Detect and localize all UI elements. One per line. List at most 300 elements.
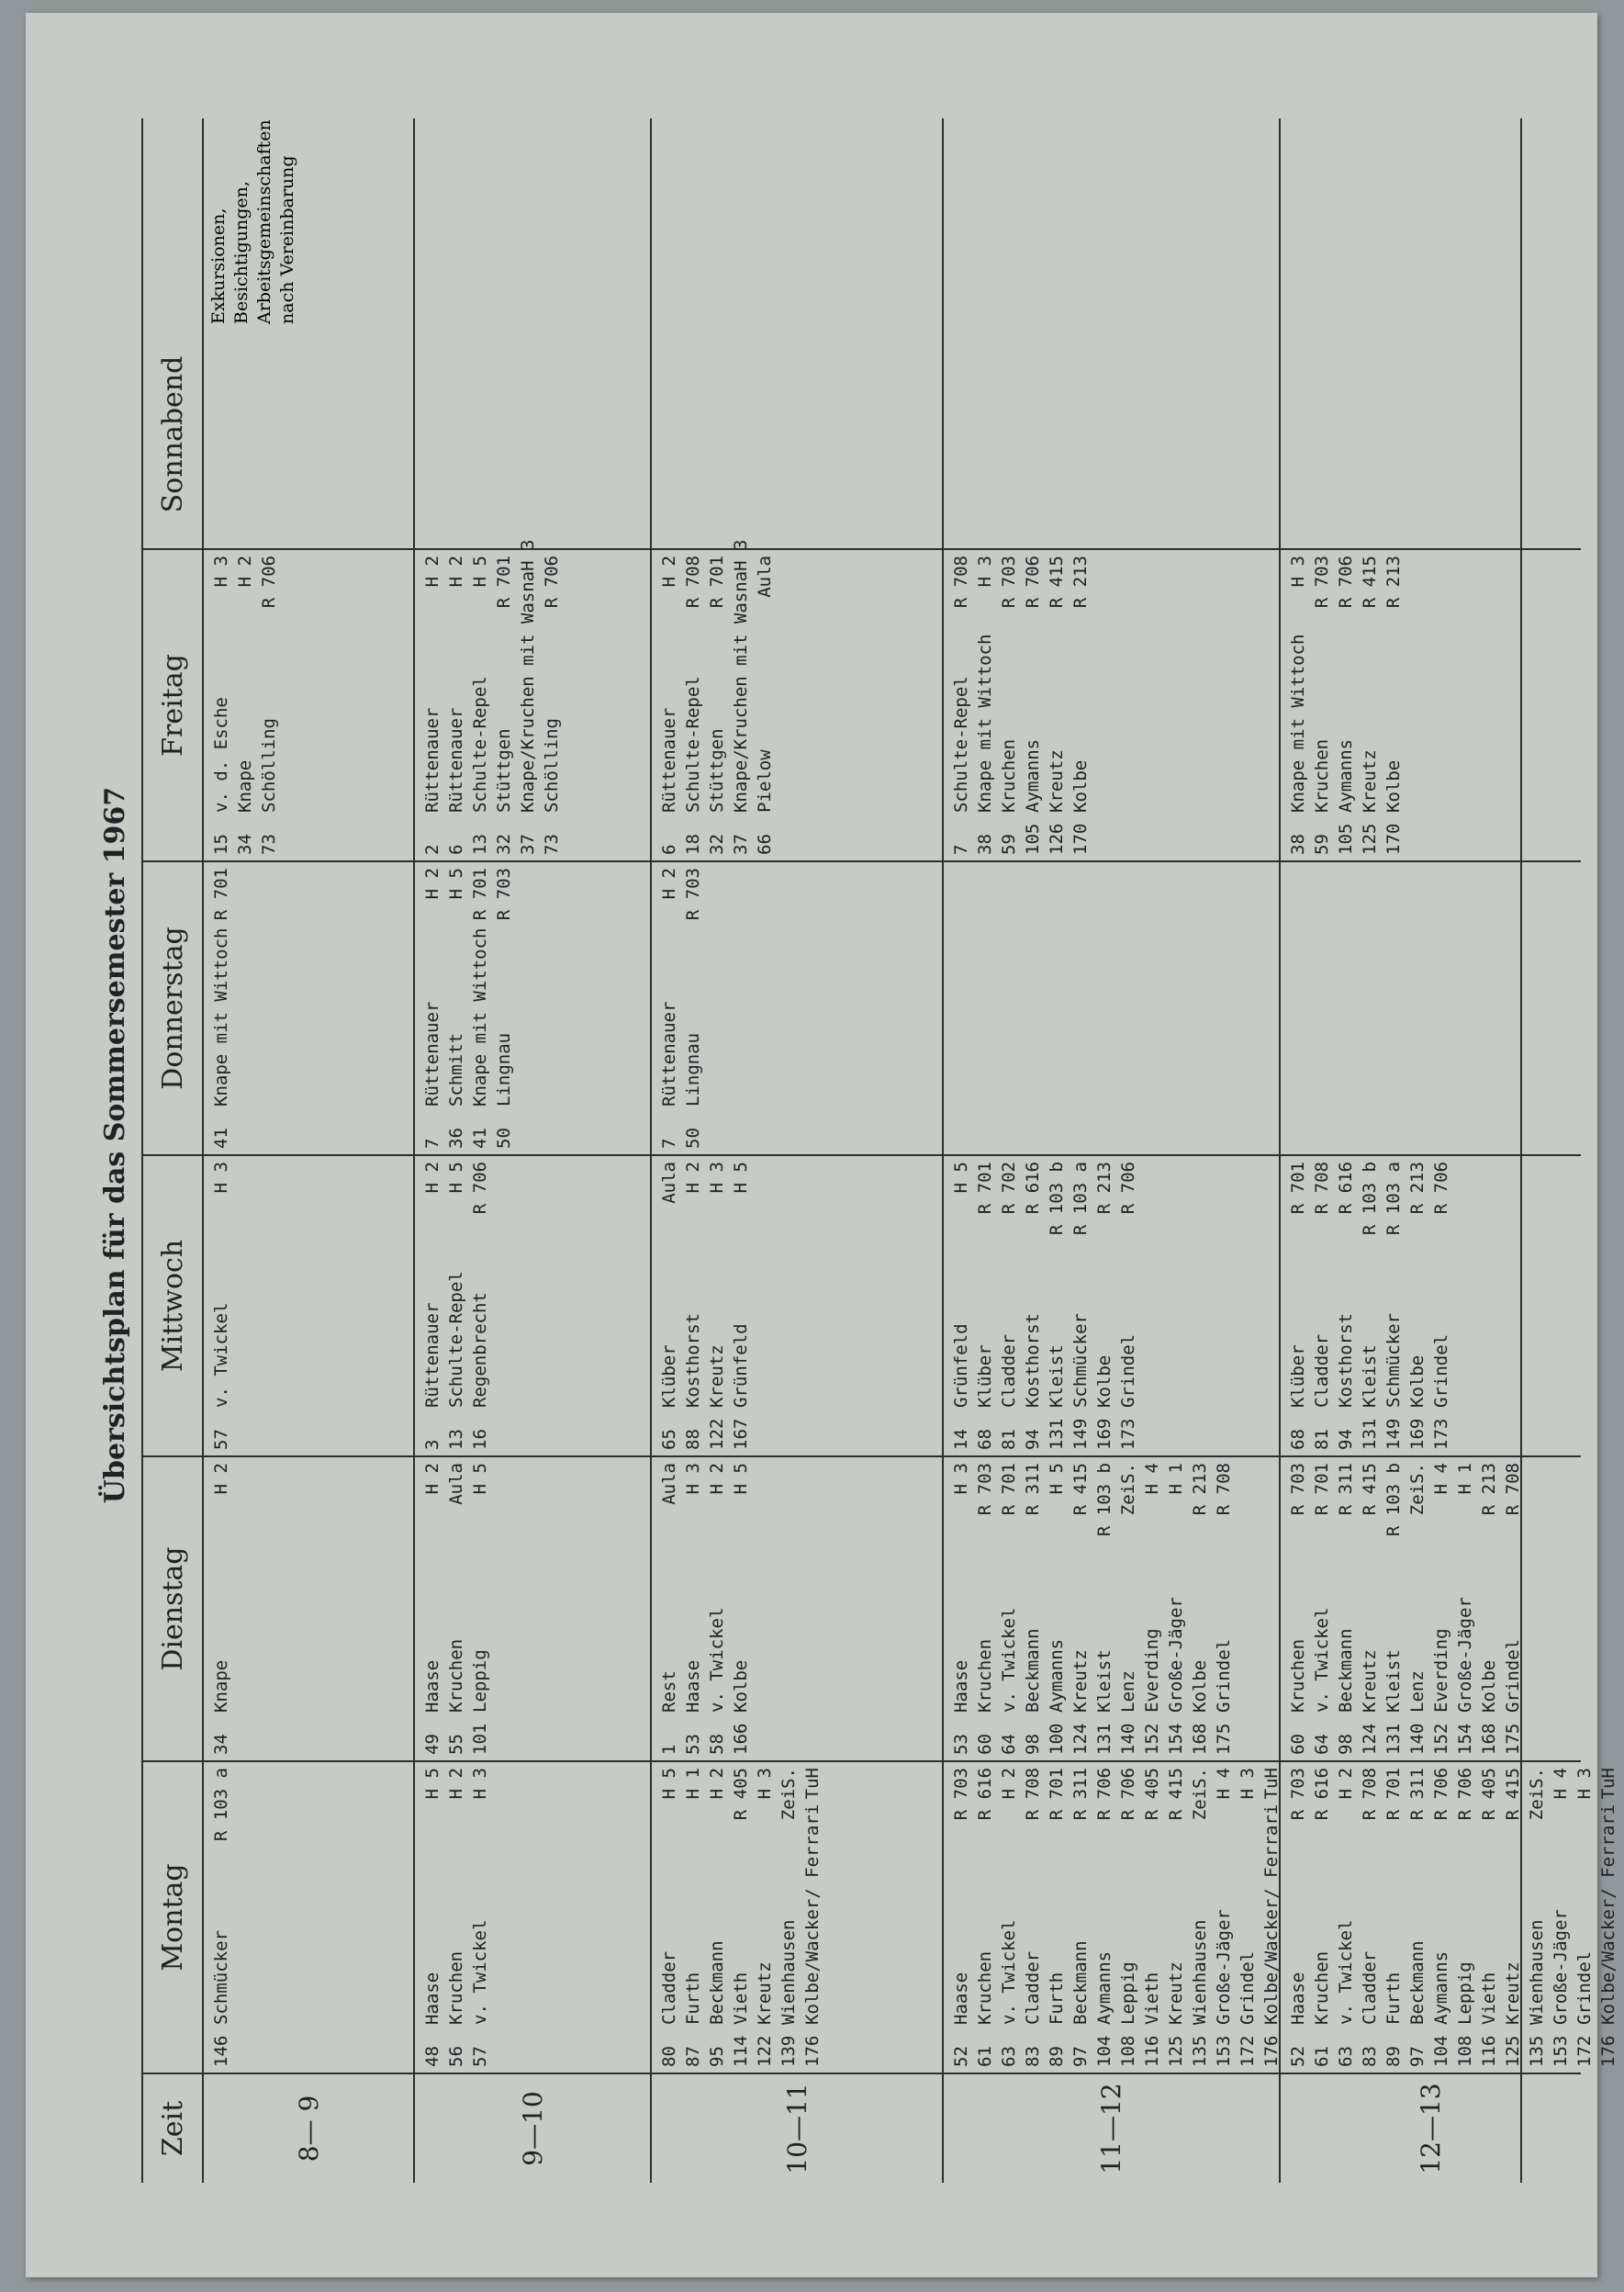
lecturer-name: Cladder xyxy=(1312,1333,1332,1408)
course-number: 124 xyxy=(1070,1723,1091,1755)
room-label: H 5 xyxy=(446,1162,466,1194)
course-number: 64 xyxy=(1312,1734,1332,1755)
course-number: 34 xyxy=(211,1734,231,1755)
room-label: R 213 xyxy=(1383,556,1404,609)
course-number: 41 xyxy=(470,1128,490,1149)
course-entry xyxy=(681,556,705,855)
lecturer-name: Kosthorst xyxy=(1336,1313,1356,1408)
course-number: 63 xyxy=(999,2046,1019,2067)
course-entry xyxy=(1045,1768,1069,2067)
course-entry xyxy=(973,1463,997,1755)
lecturer-name: v. Twickel xyxy=(470,1919,490,2025)
course-number: 108 xyxy=(1455,2035,1475,2067)
course-entry xyxy=(540,556,564,855)
lecturer-name: Große-Jäger xyxy=(1551,1909,1571,2025)
course-number: 13 xyxy=(446,1429,466,1450)
course-entry xyxy=(1164,1463,1188,1755)
lecturer-name: Knape/Kruchen mit Wasna xyxy=(731,570,751,813)
course-entry xyxy=(1212,1463,1236,1755)
course-entry xyxy=(1334,1768,1358,2067)
course-entry xyxy=(657,1162,681,1450)
course-entry xyxy=(1406,1768,1429,2067)
room-label: R 213 xyxy=(1407,1162,1428,1215)
course-number: 139 xyxy=(778,2035,799,2067)
room-label: R 706 xyxy=(1336,556,1356,609)
course-entry xyxy=(1116,1768,1140,2067)
day-cell-freitag xyxy=(652,539,942,860)
course-entry xyxy=(257,556,281,855)
day-cell-donnerstag xyxy=(415,860,650,1154)
course-entry xyxy=(1310,556,1334,855)
room-label: H 3 xyxy=(1288,556,1308,588)
table-body xyxy=(204,118,1618,2183)
lecturer-name: Kruchen xyxy=(975,1950,995,2025)
room-label: R 415 xyxy=(1503,1768,1523,1821)
lecturer-name: Schmücker xyxy=(1070,1313,1091,1408)
course-entry xyxy=(1212,1768,1236,2067)
course-number: 154 xyxy=(1455,1723,1475,1755)
course-entry xyxy=(1429,1162,1453,1450)
course-number: 36 xyxy=(446,1128,466,1149)
day-cell-sonnabend xyxy=(204,320,413,548)
room-label: Aula xyxy=(755,556,775,598)
room-label: R 703 xyxy=(975,1463,995,1516)
course-number: 7 xyxy=(659,1138,679,1149)
room-label: R 703 xyxy=(494,868,514,921)
lecturer-name: Knape/Kruchen mit Wasna xyxy=(518,570,538,813)
course-entry xyxy=(1477,1463,1501,1755)
lecturer-name: Haase xyxy=(1288,1972,1308,2025)
lecturer-name: Aymanns xyxy=(1431,1950,1451,2025)
course-number: 152 xyxy=(1431,1723,1451,1755)
course-number: 140 xyxy=(1407,1723,1428,1755)
day-cell-freitag xyxy=(204,548,413,860)
course-entry xyxy=(1477,1768,1501,2067)
room-label: R 701 xyxy=(1312,1463,1332,1516)
room-label: H 3 xyxy=(707,1162,727,1194)
header-freitag: Freitag xyxy=(143,548,202,860)
course-number: 154 xyxy=(1166,1723,1186,1755)
lecturer-name: Schölling xyxy=(259,718,279,813)
lecturer-name: Kosthorst xyxy=(683,1313,703,1408)
course-number: 97 xyxy=(1407,2046,1428,2067)
course-number: 41 xyxy=(211,1128,231,1149)
day-cell-montag xyxy=(415,1760,650,2073)
lecturer-name: v. Twickel xyxy=(211,1302,231,1408)
lecturer-name: Schmitt xyxy=(446,1032,466,1107)
course-entry xyxy=(1334,556,1358,855)
room-label: R 415 xyxy=(1360,556,1380,609)
room-label: H 5 xyxy=(422,1768,442,1800)
course-entry xyxy=(1069,556,1092,855)
lecturer-name: Lenz xyxy=(1407,1670,1428,1713)
lecturer-name: Kosthorst xyxy=(1023,1313,1043,1408)
room-label: H 1 xyxy=(683,1768,703,1800)
room-label: ZeiS. xyxy=(1118,1463,1138,1516)
room-label: R 706 xyxy=(1023,556,1043,609)
room-label: H 2 xyxy=(1336,1768,1356,1800)
header-dienstag: Dienstag xyxy=(143,1455,202,1760)
course-entry xyxy=(1286,1162,1310,1450)
course-entry xyxy=(444,556,468,855)
lecturer-name: Aymanns xyxy=(1094,1950,1114,2025)
course-entry xyxy=(1382,556,1406,855)
day-cell-freitag xyxy=(415,539,650,860)
course-number: 6 xyxy=(659,844,679,855)
room-label: ZeiS. xyxy=(1190,1768,1210,1821)
room-label: R 706 xyxy=(1431,1162,1451,1215)
lecturer-name: Grindel xyxy=(1118,1333,1138,1408)
room-label: R 708 xyxy=(683,556,703,609)
course-entry xyxy=(705,556,729,855)
course-entry xyxy=(1236,1768,1260,2067)
course-number: 114 xyxy=(731,2035,751,2067)
lecturer-name: Stüttgen xyxy=(494,728,514,813)
lecturer-name: Lingnau xyxy=(683,1032,703,1107)
lecturer-name: Kolbe xyxy=(1070,759,1091,813)
room-label: R 311 xyxy=(1407,1768,1428,1821)
course-entry xyxy=(1382,1768,1406,2067)
room-label: R 703 xyxy=(1288,1463,1308,1516)
lecturer-name: Leppig xyxy=(470,1649,490,1713)
room-label: H 2 xyxy=(446,556,466,588)
rotated-content xyxy=(86,98,1618,2192)
lecturer-name: Grünfeld xyxy=(951,1323,971,1408)
course-number: 66 xyxy=(755,834,775,855)
course-entry xyxy=(1429,1463,1453,1755)
lecturer-name: Leppig xyxy=(1455,1961,1475,2025)
course-number: 170 xyxy=(1383,823,1404,855)
course-number: 168 xyxy=(1479,1723,1499,1755)
day-cell-sonnabend xyxy=(652,320,942,548)
course-number: 52 xyxy=(951,2046,971,2067)
lecturer-name: Grindel xyxy=(1431,1333,1451,1408)
room-label: H 5 xyxy=(446,868,466,900)
lecturer-name: Wienhausen xyxy=(778,1919,799,2025)
header-mittwoch: Mittwoch xyxy=(143,1154,202,1455)
lecturer-name: Schulte-Repel xyxy=(446,1271,466,1408)
day-cell-freitag xyxy=(944,548,1279,860)
course-entry xyxy=(1501,1768,1525,2067)
course-number: 81 xyxy=(1312,1429,1332,1450)
course-entry xyxy=(1549,1768,1573,2067)
course-entry xyxy=(1188,1463,1212,1755)
room-label: R 701 xyxy=(707,556,727,609)
course-number: 58 xyxy=(707,1734,727,1755)
course-number: 131 xyxy=(1047,1418,1067,1450)
room-label: H 2 xyxy=(422,556,442,588)
course-entry xyxy=(468,1162,492,1450)
course-number: 131 xyxy=(1383,1723,1404,1755)
course-entry xyxy=(777,1768,801,2067)
course-entry xyxy=(949,1162,973,1450)
course-entry xyxy=(1406,1162,1429,1450)
room-label: R 706 xyxy=(1455,1768,1475,1821)
course-entry xyxy=(1069,1768,1092,2067)
course-number: 83 xyxy=(1023,2046,1043,2067)
lecturer-name: Cladder xyxy=(659,1950,679,2025)
course-number: 32 xyxy=(494,834,514,855)
room-label: R 311 xyxy=(1070,1768,1091,1821)
time-slot: 11—12 xyxy=(944,2073,1279,2183)
course-number: 105 xyxy=(1336,823,1356,855)
course-number: 100 xyxy=(1047,1723,1067,1755)
page-title: Übersichtsplan für das Sommersemester 1967 xyxy=(99,786,131,1504)
lecturer-name: Schölling xyxy=(542,718,562,813)
time-slot: 8— 9 xyxy=(204,2073,413,2183)
room-label: R 701 xyxy=(211,868,231,921)
lecturer-name: Aymanns xyxy=(1336,738,1356,813)
course-entry xyxy=(681,1463,705,1755)
room-label: R 616 xyxy=(1312,1768,1332,1821)
course-entry xyxy=(1573,1768,1596,2067)
course-entry xyxy=(657,868,681,1149)
course-entry xyxy=(1382,1162,1406,1450)
room-label: H 2 xyxy=(707,1463,727,1495)
course-number: 173 xyxy=(1431,1418,1451,1450)
lecturer-name: Haase xyxy=(951,1972,971,2025)
lecturer-name: Große-Jäger xyxy=(1455,1597,1475,1713)
day-cell-mittwoch xyxy=(944,1154,1279,1455)
course-entry xyxy=(973,556,997,855)
course-number: 172 xyxy=(1238,2035,1258,2067)
time-slot: 12—13 xyxy=(1281,2073,1581,2183)
course-entry xyxy=(705,1463,729,1755)
lecturer-name: Knape mit Wittoch xyxy=(470,927,490,1107)
room-label: R 311 xyxy=(1336,1463,1356,1516)
day-cell-montag xyxy=(944,1760,1282,2073)
lecturer-name: Rüttenauer xyxy=(422,1302,442,1408)
course-entry xyxy=(516,539,540,855)
course-entry xyxy=(1358,556,1382,855)
course-number: 6 xyxy=(446,844,466,855)
lecturer-name: Aymanns xyxy=(1047,1638,1067,1713)
room-label: R 706 xyxy=(1118,1162,1138,1215)
lecturer-name: Rüttenauer xyxy=(422,1001,442,1107)
lecturer-name: Kolbe xyxy=(1094,1354,1114,1408)
room-label: R 103 b xyxy=(1047,1162,1067,1236)
room-label: H 2 xyxy=(659,556,679,588)
course-entry xyxy=(1092,1463,1116,1755)
day-cell-dienstag xyxy=(415,1455,650,1760)
course-number: 168 xyxy=(1190,1723,1210,1755)
course-entry xyxy=(209,556,233,855)
course-number: 57 xyxy=(470,2046,490,2067)
course-entry xyxy=(1334,1162,1358,1450)
header-montag: Montag xyxy=(143,1760,202,2073)
lecturer-name: Kruchen xyxy=(1312,1950,1332,2025)
lecturer-name: Grindel xyxy=(1574,1950,1595,2025)
room-label: TuH xyxy=(802,1768,823,1800)
room-label: R 703 xyxy=(1312,556,1332,609)
lecturer-name: Knape xyxy=(235,759,255,813)
lecturer-name: Rüttenauer xyxy=(422,707,442,813)
lecturer-name: Klüber xyxy=(975,1344,995,1408)
course-number: 175 xyxy=(1503,1723,1523,1755)
room-label: H 3 xyxy=(1574,1768,1595,1800)
day-cell-montag xyxy=(1281,1760,1618,2073)
course-entry xyxy=(420,1463,444,1755)
room-label: H 1 xyxy=(1166,1463,1186,1495)
room-label: H 1 xyxy=(1455,1463,1475,1495)
lecturer-name: Kruchen xyxy=(446,1638,466,1713)
room-label: R 706 xyxy=(1118,1768,1138,1821)
lecturer-name: Schulte-Repel xyxy=(470,676,490,813)
room-label: H 5 xyxy=(470,1463,490,1495)
course-number: 50 xyxy=(494,1128,514,1149)
course-number: 98 xyxy=(1336,1734,1356,1755)
day-cell-montag xyxy=(204,1760,413,2073)
course-number: 59 xyxy=(999,834,1019,855)
room-label: R 103 a xyxy=(1070,1162,1091,1236)
room-label: R 415 xyxy=(1360,1463,1380,1516)
course-number: 18 xyxy=(683,834,703,855)
course-number: 124 xyxy=(1360,1723,1380,1755)
course-number: 175 xyxy=(1214,1723,1234,1755)
course-number: 169 xyxy=(1407,1418,1428,1450)
lecturer-name: Schmücker xyxy=(1383,1313,1404,1408)
room-label: H 2 xyxy=(422,868,442,900)
lecturer-name: Schmücker xyxy=(211,1930,231,2025)
course-entry xyxy=(1382,1463,1406,1755)
course-entry xyxy=(1188,1768,1212,2067)
course-number: 167 xyxy=(731,1418,751,1450)
course-entry xyxy=(705,1162,729,1450)
day-cell-mittwoch xyxy=(415,1154,650,1455)
lecturer-name: Furth xyxy=(683,1972,703,2025)
course-entry xyxy=(973,1768,997,2067)
course-number: 87 xyxy=(683,2046,703,2067)
lecturer-name: Wienhausen xyxy=(1527,1919,1547,2025)
room-label: H 5 xyxy=(731,1162,751,1194)
header-row xyxy=(143,118,204,2183)
course-number: 153 xyxy=(1214,2035,1234,2067)
course-entry xyxy=(1286,1768,1310,2067)
course-number: 149 xyxy=(1383,1418,1404,1450)
course-number: 38 xyxy=(975,834,995,855)
course-entry xyxy=(657,556,681,855)
room-label: R 311 xyxy=(1023,1463,1043,1516)
course-entry xyxy=(753,556,777,855)
lecturer-name: Knape mit Wittoch xyxy=(211,927,231,1107)
course-number: 95 xyxy=(707,2046,727,2067)
course-entry xyxy=(444,1768,468,2067)
course-entry xyxy=(949,1768,973,2067)
course-number: 88 xyxy=(683,1429,703,1450)
room-label: R 405 xyxy=(731,1768,751,1821)
course-entry xyxy=(1140,1463,1164,1755)
course-number: 170 xyxy=(1070,823,1091,855)
course-number: 57 xyxy=(211,1429,231,1450)
room-label: R 405 xyxy=(1479,1768,1499,1821)
course-entry xyxy=(1596,1768,1620,2067)
course-entry xyxy=(444,1463,468,1755)
course-number: 94 xyxy=(1336,1429,1356,1450)
course-entry xyxy=(1021,1162,1045,1450)
course-entry xyxy=(997,1768,1021,2067)
lecturer-name: Cladder xyxy=(999,1333,1019,1408)
room-label: H 5 xyxy=(951,1162,971,1194)
lecturer-name: Beckmann xyxy=(707,1940,727,2025)
course-number: 122 xyxy=(707,1418,727,1450)
day-cell-dienstag xyxy=(1281,1455,1581,1760)
room-label: R 415 xyxy=(1166,1768,1186,1821)
lecturer-name: Haase xyxy=(683,1659,703,1713)
room-label: H 2 xyxy=(659,868,679,900)
day-cell-sonnabend xyxy=(1281,320,1581,548)
room-label: H 3 xyxy=(470,1768,490,1800)
room-label: Aula xyxy=(659,1162,679,1204)
course-entry xyxy=(729,1162,753,1450)
lecturer-name: Kreutz xyxy=(1360,1649,1380,1713)
room-label: H 3 xyxy=(211,556,231,588)
course-number: 135 xyxy=(1527,2035,1547,2067)
room-label: TuH xyxy=(1598,1768,1618,1800)
course-entry xyxy=(1045,1162,1069,1450)
room-label: H 5 xyxy=(659,1768,679,1800)
course-entry xyxy=(681,1162,705,1450)
course-entry xyxy=(1358,1463,1382,1755)
lecturer-name: Kleist xyxy=(1094,1649,1114,1713)
room-label: H 4 xyxy=(1142,1463,1162,1495)
lecturer-name: v. Twickel xyxy=(707,1607,727,1713)
day-cell-dienstag xyxy=(944,1455,1279,1760)
room-label: R 616 xyxy=(1336,1162,1356,1215)
lecturer-name: Rüttenauer xyxy=(446,707,466,813)
course-number: 172 xyxy=(1574,2035,1595,2067)
room-label: R 703 xyxy=(999,556,1019,609)
room-label: R 706 xyxy=(1431,1768,1451,1821)
lecturer-name: Klüber xyxy=(1288,1344,1308,1408)
room-label: R 616 xyxy=(975,1768,995,1821)
course-number: 116 xyxy=(1479,2035,1499,2067)
room-label: R 703 xyxy=(951,1768,971,1821)
lecturer-name: Kolbe/Wacker/ Ferrari xyxy=(1598,1803,1618,2025)
course-number: 152 xyxy=(1142,1723,1162,1755)
room-label: ZeiS. xyxy=(1407,1463,1428,1516)
course-entry xyxy=(1069,1162,1092,1450)
room-label: R 213 xyxy=(1094,1162,1114,1215)
course-number: 32 xyxy=(707,834,727,855)
course-number: 65 xyxy=(659,1429,679,1450)
course-entry xyxy=(705,1768,729,2067)
room-label: H 4 xyxy=(1431,1463,1451,1495)
lecturer-name: Grünfeld xyxy=(731,1323,751,1408)
room-label: H 3 xyxy=(1238,1768,1258,1800)
lecturer-name: Kleist xyxy=(1383,1649,1404,1713)
lecturer-name: Kreutz xyxy=(1070,1649,1091,1713)
room-label: H 3 xyxy=(755,1768,775,1800)
lecturer-name: Knape mit Wittoch xyxy=(1288,634,1308,813)
room-label: TuH xyxy=(1261,1768,1282,1800)
lecturer-name: Furth xyxy=(1383,1972,1404,2025)
course-number: 50 xyxy=(683,1128,703,1149)
course-entry xyxy=(1406,1463,1429,1755)
lecturer-name: Stüttgen xyxy=(707,728,727,813)
course-number: 37 xyxy=(731,834,751,855)
course-number: 173 xyxy=(1118,1418,1138,1450)
course-entry xyxy=(492,556,516,855)
day-cell-dienstag xyxy=(204,1455,413,1760)
room-label: H 2 xyxy=(446,1768,466,1800)
course-number: 60 xyxy=(975,1734,995,1755)
room-label: H 3 xyxy=(683,1463,703,1495)
course-entry xyxy=(209,1768,233,2067)
course-number: 73 xyxy=(259,834,279,855)
course-entry xyxy=(209,1162,233,1450)
course-number: 98 xyxy=(1023,1734,1043,1755)
day-cell-mittwoch xyxy=(1281,1154,1581,1455)
